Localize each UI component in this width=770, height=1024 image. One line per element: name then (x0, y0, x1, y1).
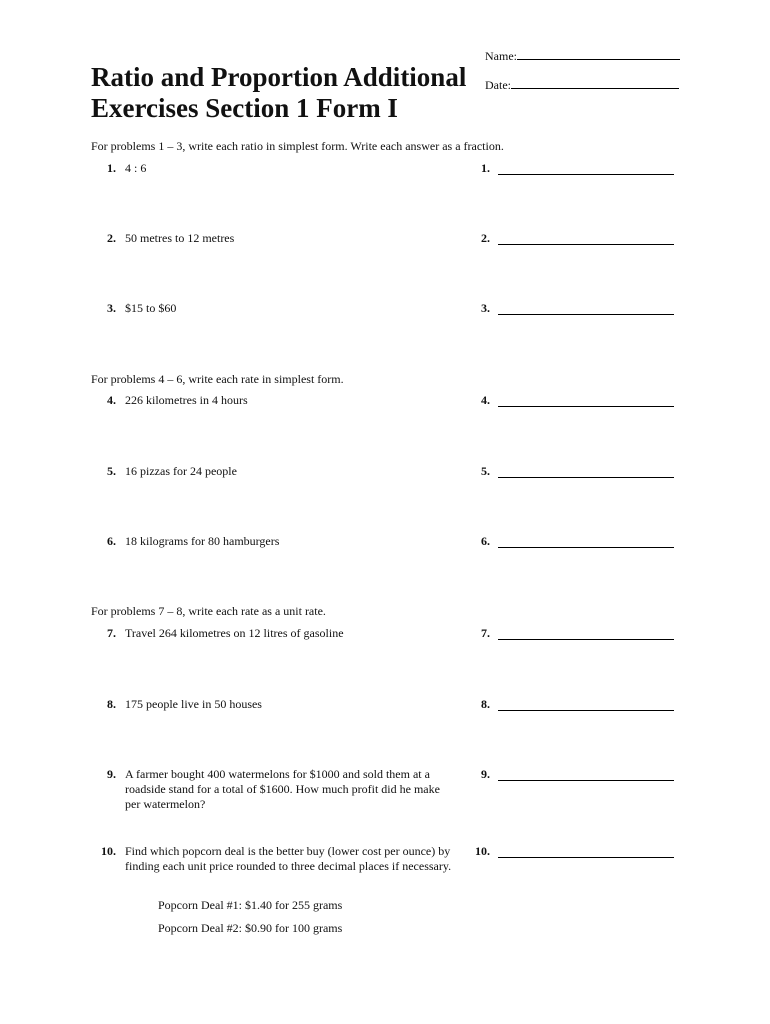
problem-number: 5. (107, 464, 116, 478)
answer-label: 6. (481, 534, 490, 548)
problem-number: 2. (107, 231, 116, 245)
problem-text: Find which popcorn deal is the better buy (lower cost per ounce) by finding each unit price rounded to three decimal places if necessary. (125, 844, 452, 873)
answer-blank[interactable] (498, 476, 674, 478)
problem-number: 10. (101, 844, 116, 858)
problem-number: 8. (107, 697, 116, 711)
popcorn-deal-2: Popcorn Deal #2: $0.90 for 100 grams (158, 921, 343, 935)
problem-number: 7. (107, 626, 116, 640)
problem-number: 3. (107, 301, 116, 315)
popcorn-deal-1: Popcorn Deal #1: $1.40 for 255 grams (158, 898, 343, 912)
answer-label: 1. (481, 161, 490, 175)
answer-label: 4. (481, 393, 490, 407)
problem-text: 175 people live in 50 houses (125, 697, 262, 711)
answer-blank[interactable] (498, 405, 674, 407)
page-title: Ratio and Proportion Additional Exercises Section 1 Form I (91, 62, 467, 123)
answer-blank[interactable] (498, 173, 674, 175)
answer-label: 5. (481, 464, 490, 478)
section-1-instruction: For problems 1 – 3, write each ratio in simplest form. Write each answer as a fraction. (91, 139, 504, 153)
problem-text: $15 to $60 (125, 301, 177, 315)
answer-blank[interactable] (498, 638, 674, 640)
problem-text: 4 : 6 (125, 161, 147, 175)
problem-text: 16 pizzas for 24 people (125, 464, 237, 478)
name-blank[interactable] (517, 47, 680, 60)
answer-label: 7. (481, 626, 490, 640)
answer-blank[interactable] (498, 546, 674, 548)
answer-blank[interactable] (498, 779, 674, 781)
answer-blank[interactable] (498, 856, 674, 858)
problem-text: Travel 264 kilometres on 12 litres of gasoline (125, 626, 344, 640)
date-blank[interactable] (511, 76, 679, 89)
problem-text: 18 kilograms for 80 hamburgers (125, 534, 280, 548)
section-3-instruction: For problems 7 – 8, write each rate as a unit rate. (91, 604, 326, 618)
answer-blank[interactable] (498, 243, 674, 245)
answer-label: 3. (481, 301, 490, 315)
answer-label: 10. (475, 844, 490, 858)
answer-label: 9. (481, 767, 490, 781)
date-label: Date: (485, 78, 511, 92)
problem-text: 50 metres to 12 metres (125, 231, 235, 245)
section-2-instruction: For problems 4 – 6, write each rate in simplest form. (91, 372, 344, 386)
problem-number: 9. (107, 767, 116, 781)
date-field (485, 76, 679, 93)
name-field (485, 47, 680, 64)
problem-text: 226 kilometres in 4 hours (125, 393, 248, 407)
problem-number: 6. (107, 534, 116, 548)
answer-blank[interactable] (498, 709, 674, 711)
problem-number: 4. (107, 393, 116, 407)
answer-blank[interactable] (498, 313, 674, 315)
problem-number: 1. (107, 161, 116, 175)
answer-label: 8. (481, 697, 490, 711)
problem-text: A farmer bought 400 watermelons for $1000 and sold them at a roadside stand for a total of $1600. How much profit did he make per watermelon? (125, 767, 440, 811)
answer-label: 2. (481, 231, 490, 245)
name-label: Name: (485, 49, 517, 63)
